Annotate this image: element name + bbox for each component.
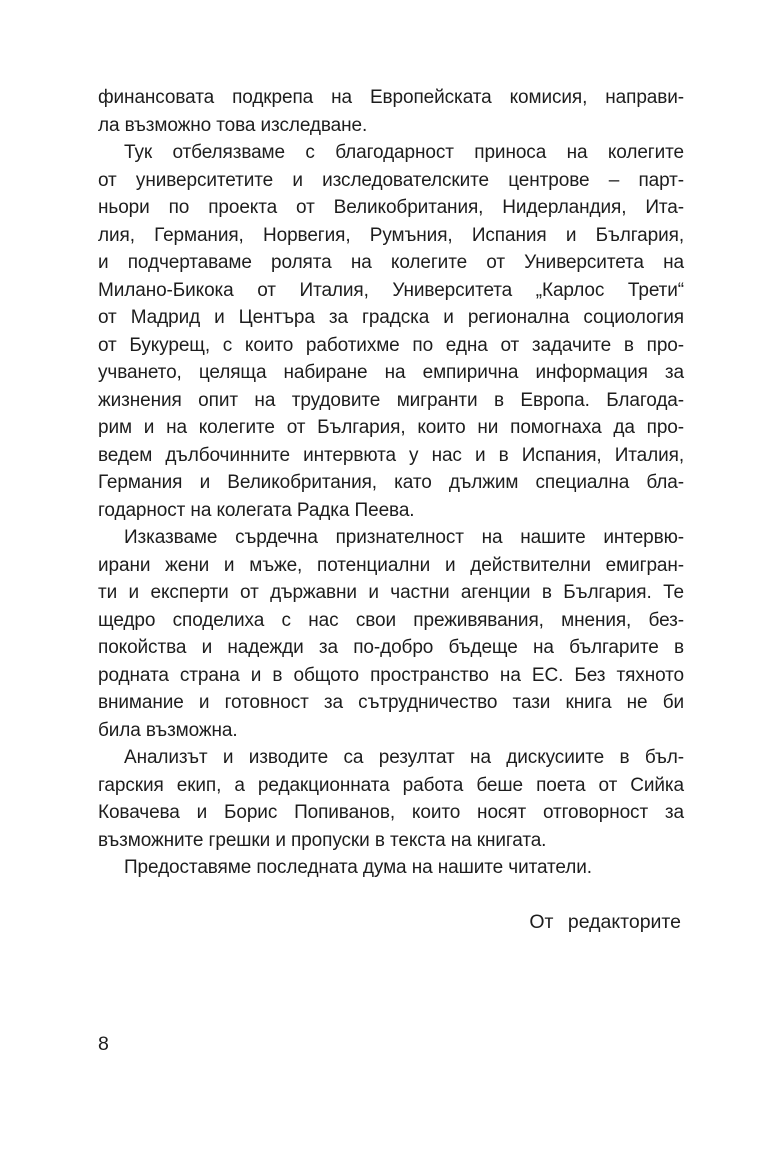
editors-signature: От редакторите xyxy=(529,911,681,933)
text-line: годарност на колегата Радка Пеева. xyxy=(98,499,415,521)
text-line: лия, Германия, Норвегия, Румъния, Испания и България, xyxy=(98,224,684,246)
text-line: Ковачева и Борис Попиванов, които носят отговорност за xyxy=(98,802,684,823)
text-line: внимание и готовност за сътрудничество тази книга не би xyxy=(98,692,684,713)
body-text xyxy=(98,84,684,937)
text-line: Анализът и изводите са резултат на дискусиите в бъл- xyxy=(124,747,684,768)
text-line: гарския екип, а редакционната работа беше поета от Сийка xyxy=(98,774,684,796)
text-line: финансовата подкрепа на Европейската комисия, направи- xyxy=(98,87,684,108)
text-line: от Мадрид и Центъра за градска и регионална социология xyxy=(98,307,684,328)
text-line: възможните грешки и пропуски в текста на книгата. xyxy=(98,829,547,851)
text-line: Изказваме сърдечна признателност на нашите интервю- xyxy=(124,527,684,548)
text-line: ньори по проекта от Великобритания, Нидерландия, Ита- xyxy=(98,197,684,218)
text-line: Предоставяме последната дума на нашите читатели. xyxy=(124,857,592,878)
text-line: Германия и Великобритания, като дължим специална бла- xyxy=(98,472,684,493)
paragraph xyxy=(98,854,684,882)
paragraph xyxy=(98,524,684,744)
paragraph xyxy=(98,139,684,524)
text-line: ирани жени и мъже, потенциални и действителни емигран- xyxy=(98,554,684,576)
text-line: рим и на колегите от България, които ни помогнаха да про- xyxy=(98,417,684,438)
text-line: ти и експерти от държавни и частни агенции в България. Те xyxy=(98,582,684,603)
text-line: от Букурещ, с които работихме по една от задачите в про- xyxy=(98,334,684,356)
text-line: родната страна и в общото пространство на ЕС. Без тяхното xyxy=(98,664,684,686)
text-line: била възможна. xyxy=(98,719,238,741)
text-line: Тук отбелязваме с благодарност приноса на колегите xyxy=(124,142,684,163)
page-number: 8 xyxy=(98,1033,109,1055)
text-line: жизнения опит на трудовите мигранти в Европа. Благода- xyxy=(98,389,684,411)
paragraph xyxy=(98,84,684,139)
text-line: покойства и надежди за по-добро бъдеще на българите в xyxy=(98,637,684,658)
text-line: щедро споделиха с нас свои преживявания, мнения, без- xyxy=(98,609,684,631)
text-line: учването, целяща набиране на емпирична информация за xyxy=(98,362,684,383)
text-line: от университетите и изследователските центрове – парт- xyxy=(98,169,684,191)
text-line: ла възможно това изследване. xyxy=(98,114,368,136)
text-line: Милано-Бикока от Италия, Университета „Карлос Трети“ xyxy=(98,279,684,301)
text-line: ведем дълбочинните интервюта у нас и в Испания, Италия, xyxy=(98,444,684,466)
text-line: и подчертаваме ролята на колегите от Университета на xyxy=(98,252,684,273)
paragraph xyxy=(98,744,684,854)
